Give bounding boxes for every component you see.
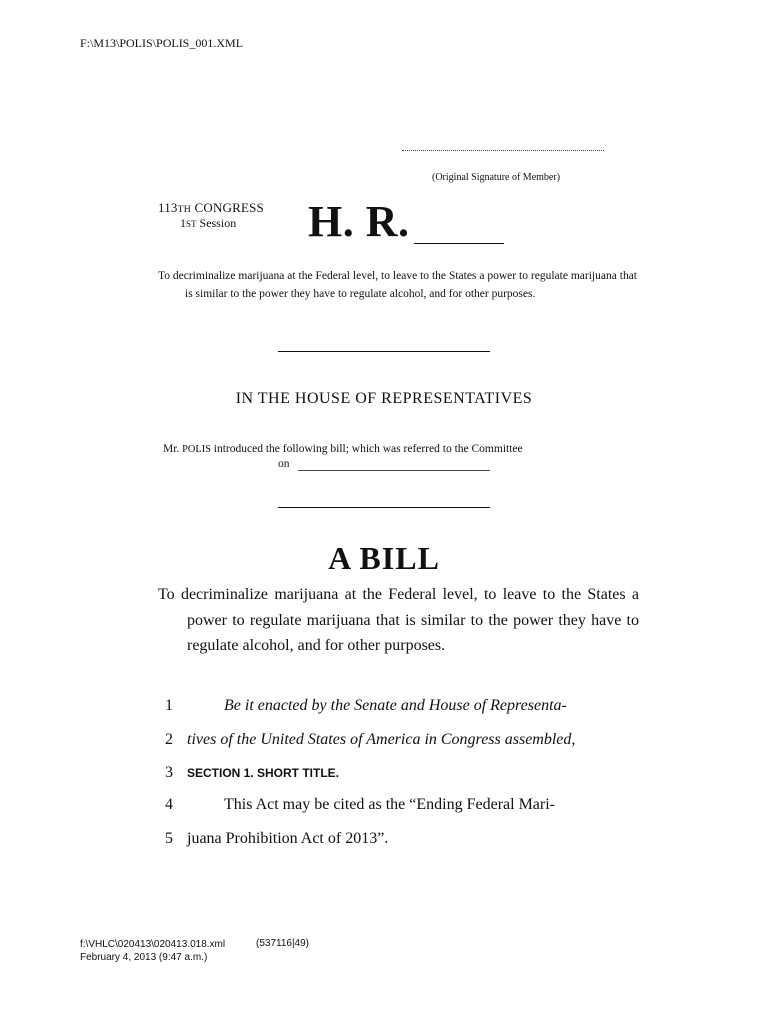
a-bill-heading: A BILL (328, 540, 440, 576)
section-text-cont: juana Prohibition Act of 2013”. (187, 830, 389, 847)
bill-number-blank (414, 243, 504, 244)
signature-line (402, 150, 604, 151)
congress-number: 113 (158, 200, 178, 215)
sponsor-name: POLIS (182, 444, 211, 455)
bill-type: H. R. (308, 197, 410, 246)
house-heading: IN THE HOUSE OF REPRESENTATIVES (235, 390, 533, 407)
section-text: This Act may be cited as the “Ending Federal Mari- (224, 796, 556, 813)
line-number: 1 (165, 697, 173, 714)
session-word: Session (199, 216, 237, 230)
divider-rule (278, 507, 490, 508)
session-label (180, 216, 236, 231)
bill-line-3 (165, 764, 339, 788)
short-purpose: To decriminalize marijuana at the Federal level, to leave to the States a power to regulate marijuana that is similar to the power they have to regulate alcohol, and for other purposes. (158, 270, 637, 300)
divider-rule (278, 351, 490, 352)
footer-date: February 4, 2013 (9:47 a.m.) (80, 952, 208, 963)
bill-line-1 (165, 697, 567, 721)
footer-info (80, 938, 225, 964)
committee-on: on (278, 458, 290, 470)
line-number: 3 (165, 764, 173, 781)
bill-line-5 (165, 830, 388, 854)
committee-blank (298, 470, 490, 471)
sponsor-title: Mr. (163, 443, 180, 455)
footer-file: f:\VHLC\020413\020413.018.xml (80, 939, 226, 950)
session-number: 1 (180, 216, 186, 230)
enacting-clause: Be it enacted by the Senate and House of Representa- (224, 697, 567, 714)
congress-word: CONGRESS (194, 200, 264, 215)
footer-code: (537116|49) (256, 938, 310, 949)
congress-label (158, 200, 264, 216)
introduction-body: introduced the following bill; which was referred to the Committee (213, 443, 523, 455)
line-number: 2 (165, 731, 173, 748)
signature-label: (Original Signature of Member) (432, 172, 561, 183)
file-path: F:\M13\POLIS\POLIS_001.XML (80, 36, 244, 50)
congress-suffix: TH (177, 204, 192, 215)
section-heading: SECTION 1. SHORT TITLE. (187, 766, 340, 780)
enacting-clause-cont: tives of the United States of America in Congress assembled, (187, 731, 576, 748)
line-number: 4 (165, 796, 173, 813)
bill-line-2 (165, 731, 575, 755)
line-number: 5 (165, 830, 173, 847)
bill-line-4 (165, 796, 555, 820)
session-suffix: ST (186, 219, 197, 229)
long-title: To decriminalize marijuana at the Federal level, to leave to the States a power to regulate marijuana that is similar to the power they have to regulate alcohol, and for other purposes. (158, 586, 639, 654)
introduction-text (163, 441, 605, 458)
